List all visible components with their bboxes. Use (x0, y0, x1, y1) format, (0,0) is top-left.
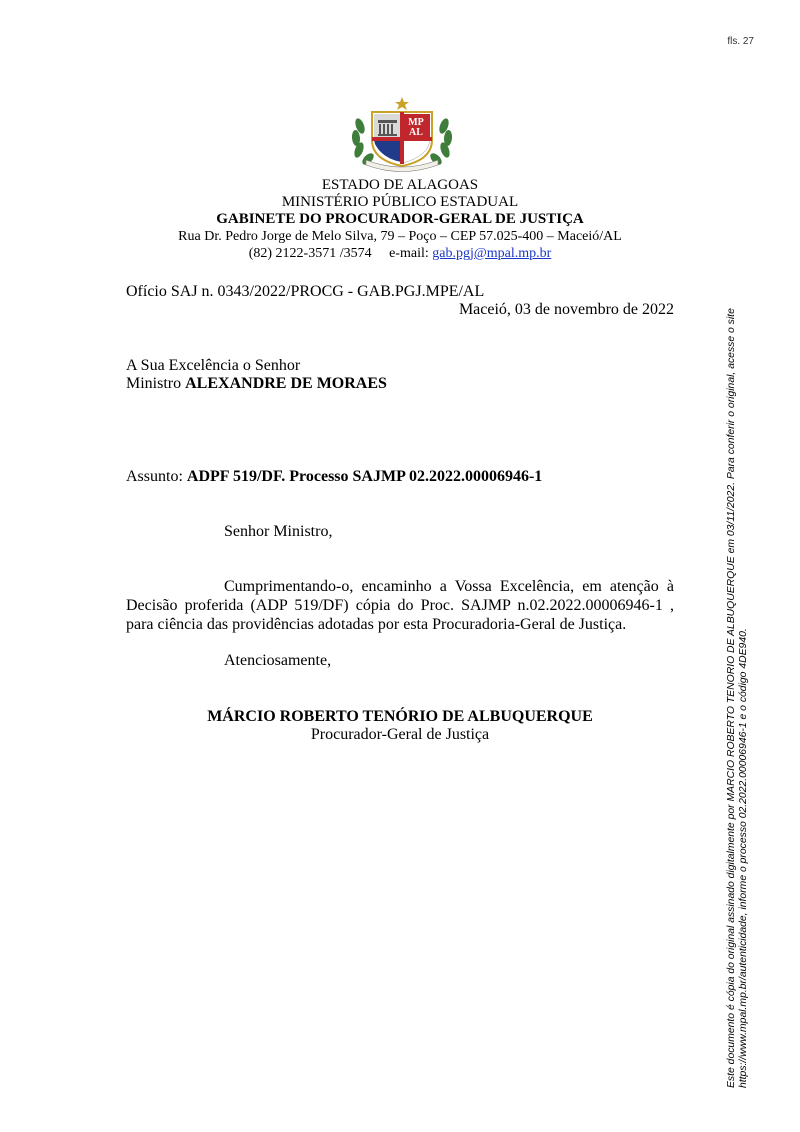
oficio-number: Ofício SAJ n. 0343/2022/PROCG - GAB.PGJ.MPE/AL (126, 283, 485, 300)
seal-text-al: AL (409, 127, 423, 138)
subject-line (126, 467, 542, 486)
recipient-line: A Sua Excelência o Senhor (126, 357, 301, 374)
subject-label: Assunto: (126, 468, 183, 485)
header-state: ESTADO DE ALAGOAS (321, 177, 479, 193)
page-number: fls. 27 (727, 36, 754, 47)
email-link[interactable]: gab.pgj@mpal.mp.br (432, 246, 552, 261)
header-ministry: MINISTÉRIO PÚBLICO ESTADUAL (281, 194, 519, 210)
body-paragraph (126, 577, 674, 634)
subject-text: ADPF 519/DF. Processo SAJMP 02.2022.00006946-1 (186, 468, 543, 485)
authenticity-line-1: Este documento é cópia do original assinado digitalmente por MARCIO ROBERTO TENORIO DE ALBUQUERQUE em 03/11/2022. Para conferir o original, acesse o site (726, 308, 737, 1088)
date-place: Maceió, 03 de novembro de 2022 (458, 301, 674, 318)
signature-role: Procurador-Geral de Justiça (310, 726, 490, 743)
recipient-title: Ministro (126, 375, 182, 392)
signer-name: MÁRCIO ROBERTO TENÓRIO DE ALBUQUERQUE (207, 708, 593, 725)
header-address: Rua Dr. Pedro Jorge de Melo Silva, 79 – Poço – CEP 57.025-400 – Maceió/AL (178, 229, 622, 244)
authenticity-line-2: https://www.mpal.mp.br/autenticidade, informe o processo 02.2022.00006946-1 e o código 4DE940. (738, 628, 749, 1088)
signature-name (0, 707, 800, 726)
header-phone: (82) 2122-3571 /3574 (248, 246, 372, 261)
star-icon (395, 97, 409, 110)
header-contact (0, 245, 800, 262)
letterhead (0, 177, 800, 262)
header-email-label: e-mail: (389, 246, 429, 261)
recipient-name: ALEXANDRE DE MORAES (185, 375, 387, 392)
header-office: GABINETE DO PROCURADOR-GERAL DE JUSTIÇA (216, 211, 584, 227)
recipient-name-line (126, 374, 387, 393)
body-text: Cumprimentando-o, encaminho a Vossa Excelência, em atenção à Decisão proferida (ADP 519/DF) cópia do Proc. SAJMP n.02.2022.00006946-1 , para ciência das providências adotadas por esta Procuradoria-Geral de Justiça. (126, 578, 674, 633)
salutation: Senhor Ministro, (224, 523, 333, 540)
closing: Atenciosamente, (224, 652, 332, 669)
mpal-seal-logo (346, 96, 458, 172)
authenticity-note (726, 268, 750, 1088)
seal-text-mp: MP (408, 117, 424, 128)
